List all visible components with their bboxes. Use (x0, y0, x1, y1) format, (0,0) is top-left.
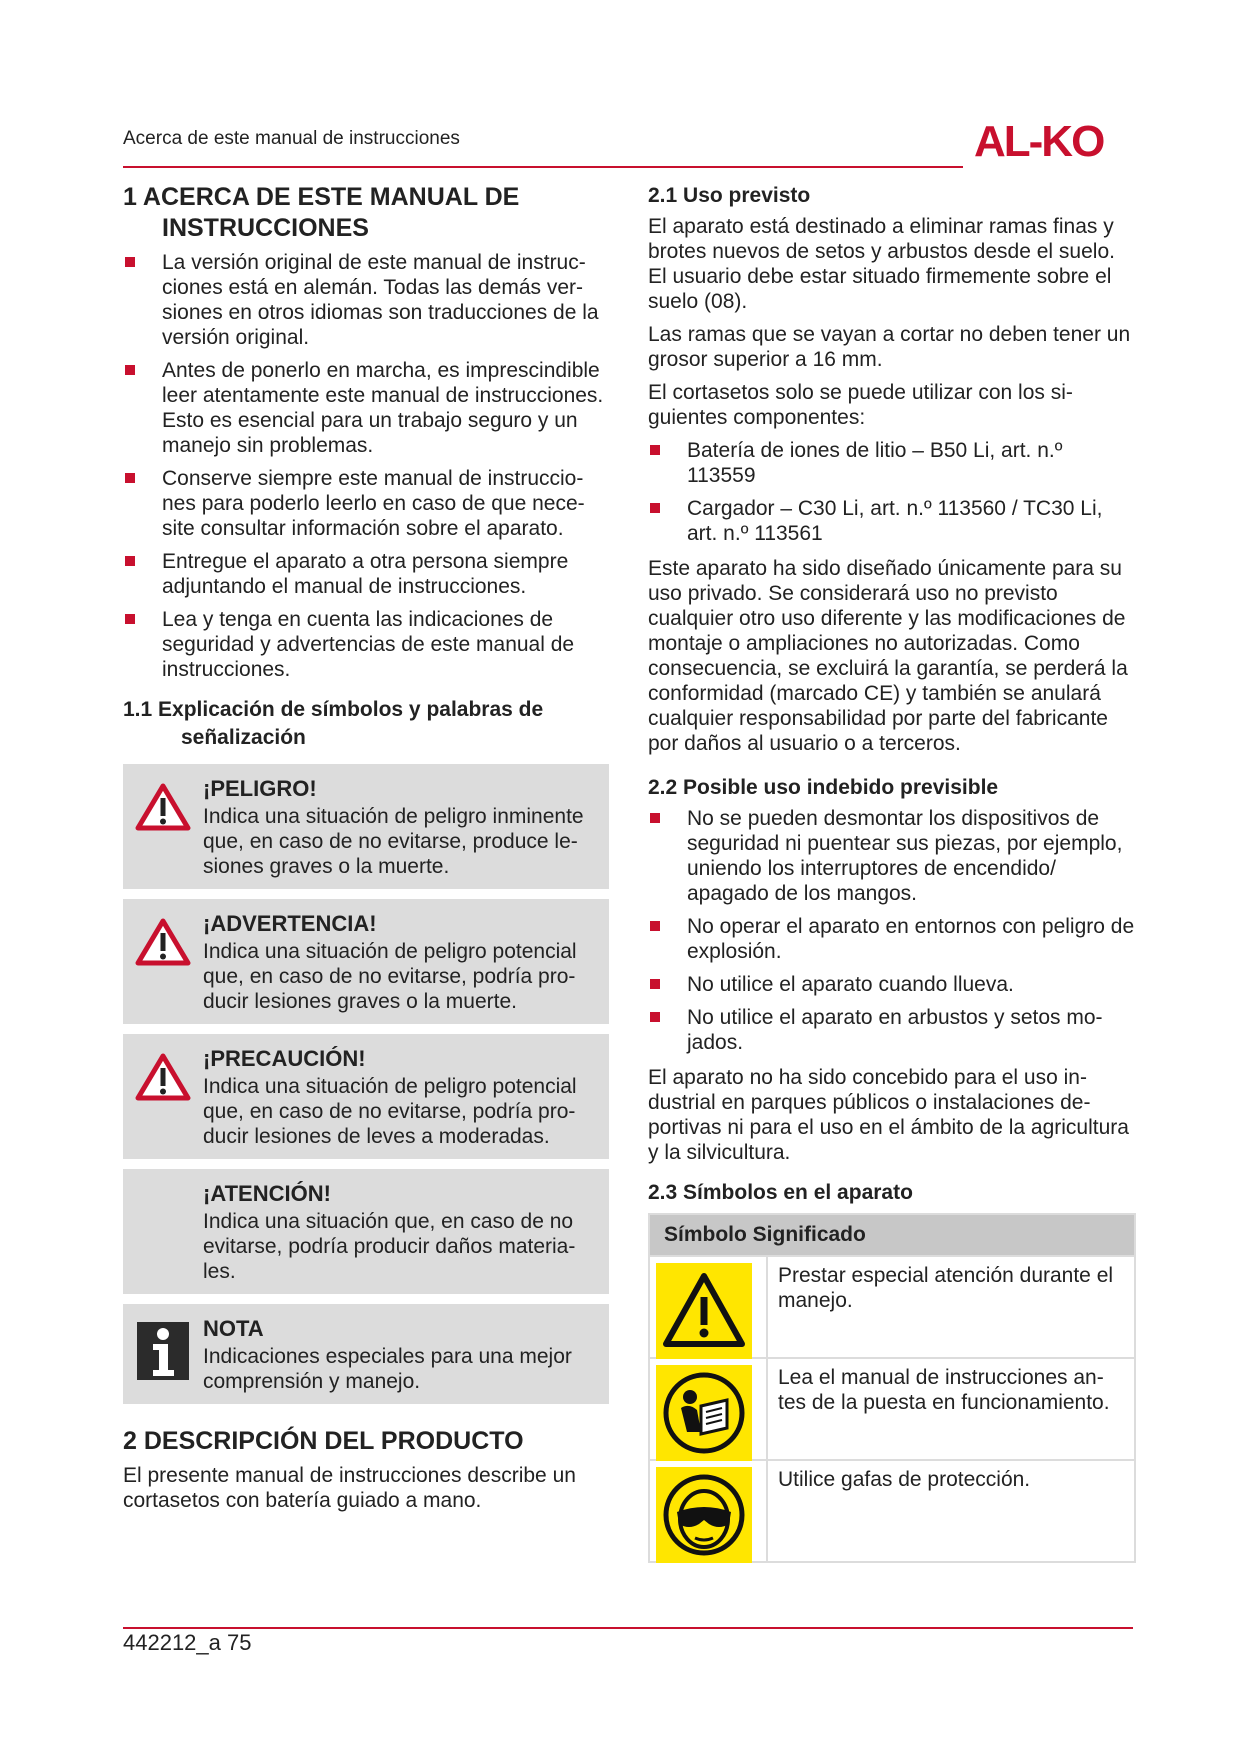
list-item: Lea y tenga en cuenta las indicaciones de seguridad y advertencias de este manual de instrucciones. (123, 607, 609, 682)
paragraph: El aparato está destinado a eliminar ramas finas y brotes nuevos de setos y arbustos desde el suelo. El usuario debe estar situado firmemente sobre el suelo (08). (648, 215, 1115, 313)
page-number: 442212_a 75 (123, 1630, 252, 1655)
section-2-1-heading: 2.1 Uso previsto (648, 184, 811, 207)
left-column (123, 182, 609, 1521)
section-2-2-heading: 2.2 Posible uso indebido previsible (648, 776, 999, 799)
table-row (650, 1459, 1134, 1561)
list-item: Cargador – C30 Li, art. n.º 113560 / TC30 Li, art. n.º 113561 (648, 496, 1136, 546)
symbol-meaning: Lea el manual de instrucciones antes de la puesta en funcionamiento. (778, 1366, 1110, 1414)
signal-word: ¡ADVERTENCIA! (203, 911, 377, 936)
paragraph: El cortasetos solo se puede utilizar con los siguientes componentes: (648, 381, 1073, 429)
signal-description: Indica una situación de peligro potencial que, en caso de no evitarse, podría producir lesiones graves o la muerte. (203, 940, 577, 1013)
list-item: No utilice el aparato cuando llueva. (648, 972, 1136, 997)
warning-triangle-icon (135, 1052, 191, 1102)
safety-goggles-icon (661, 1472, 747, 1558)
list-item: No operar el aparato en entornos con peligro de explosión. (648, 914, 1136, 964)
signal-description: Indica una situación que, en caso de no evitarse, podría producir daños materiales. (203, 1210, 576, 1283)
danger-box (123, 764, 609, 889)
signal-word: ¡PRECAUCIÓN! (203, 1046, 366, 1071)
list-item: Conserve siempre este manual de instrucciones para poderlo leerlo en caso de que necesite consultar información sobre el aparato. (123, 466, 609, 541)
table-row (650, 1357, 1134, 1459)
warning-triangle-icon (135, 782, 191, 832)
list-item: No utilice el aparato en arbustos y setos mojados. (648, 1005, 1136, 1055)
section-2-text: El presente manual de instrucciones describe un cortasetos con batería guiado a mano. (123, 1464, 576, 1512)
warning-triangle-icon (135, 917, 191, 967)
signal-description: Indicaciones especiales para una mejor comprensión y manejo. (203, 1345, 572, 1393)
paragraph: El aparato no ha sido concebido para el uso industrial en parques públicos o instalaciones deportivas ni para el uso en el ámbito de la agricultura y la silvicultura. (648, 1066, 1129, 1164)
signal-word: NOTA (203, 1316, 264, 1341)
attention-box (123, 1169, 609, 1294)
caution-triangle-icon (661, 1271, 747, 1351)
right-column (648, 182, 1136, 1563)
symbol-meaning: Prestar especial atención durante el manejo. (778, 1264, 1114, 1312)
footer-rule (123, 1627, 1133, 1629)
warning-box (123, 899, 609, 1024)
paragraph: Las ramas que se vayan a cortar no deben tener un grosor superior a 16 mm. (648, 323, 1131, 371)
section-2-heading: 2 DESCRIPCIÓN DEL PRODUCTO (123, 1427, 524, 1455)
symbol-meaning: Utilice gafas de protección. (778, 1468, 1031, 1491)
note-box (123, 1304, 609, 1404)
paragraph: Este aparato ha sido diseñado únicamente para su uso privado. Se considerará uso no previsto cualquier otro uso diferente y las modificaciones de montaje o ampliaciones no autorizadas. Como consecuencia, se excluirá la garantía, se perderá la conformidad (marcado CE) y también se anulará cualquier responsabilidad por parte del fabricante por daños al usuario o a terceros. (648, 557, 1128, 755)
section-1-heading: 1 ACERCA DE ESTE MANUAL DE INSTRUCCIONES (123, 183, 520, 242)
section-1-list (123, 250, 609, 682)
info-icon (135, 1322, 191, 1380)
table-header: Símbolo Significado (650, 1215, 1134, 1255)
list-item: Antes de ponerlo en marcha, es imprescindible leer atentamente este manual de instrucciones. Esto es esencial para un trabajo seguro y un manejo sin problemas. (123, 358, 609, 458)
header-rule (123, 166, 963, 168)
section-2-3-heading: 2.3 Símbolos en el aparato (648, 1181, 913, 1204)
list-item: La versión original de este manual de instrucciones está en alemán. Todas las demás versiones en otros idiomas son traducciones de la versión original. (123, 250, 609, 350)
signal-description: Indica una situación de peligro inminente que, en caso de no evitarse, produce lesiones graves o la muerte. (203, 805, 584, 878)
list-item: Entregue el aparato a otra persona siempre adjuntando el manual de instrucciones. (123, 549, 609, 599)
logo-text: AL-KO (974, 117, 1104, 164)
signal-description: Indica una situación de peligro potencial que, en caso de no evitarse, podría producir lesiones de leves a moderadas. (203, 1075, 577, 1148)
misuse-list (648, 806, 1136, 1055)
table-row (650, 1255, 1134, 1357)
header-section-title: Acerca de este manual de instrucciones (123, 128, 460, 149)
signal-word: ¡PELIGRO! (203, 776, 317, 801)
alko-logo (974, 116, 1134, 164)
read-manual-icon (661, 1370, 747, 1456)
caution-box (123, 1034, 609, 1159)
symbols-table (648, 1213, 1136, 1563)
list-item: Batería de iones de litio – B50 Li, art. n.º 113559 (648, 438, 1136, 488)
list-item: No se pueden desmontar los dispositivos de seguridad ni puentear sus piezas, por ejemplo, uniendo los interruptores de encendido/ apagado de los mangos. (648, 806, 1136, 906)
section-1-1-heading: 1.1 Explicación de símbolos y palabras de señalización (123, 698, 544, 749)
components-list (648, 438, 1136, 546)
signal-word: ¡ATENCIÓN! (203, 1181, 331, 1206)
